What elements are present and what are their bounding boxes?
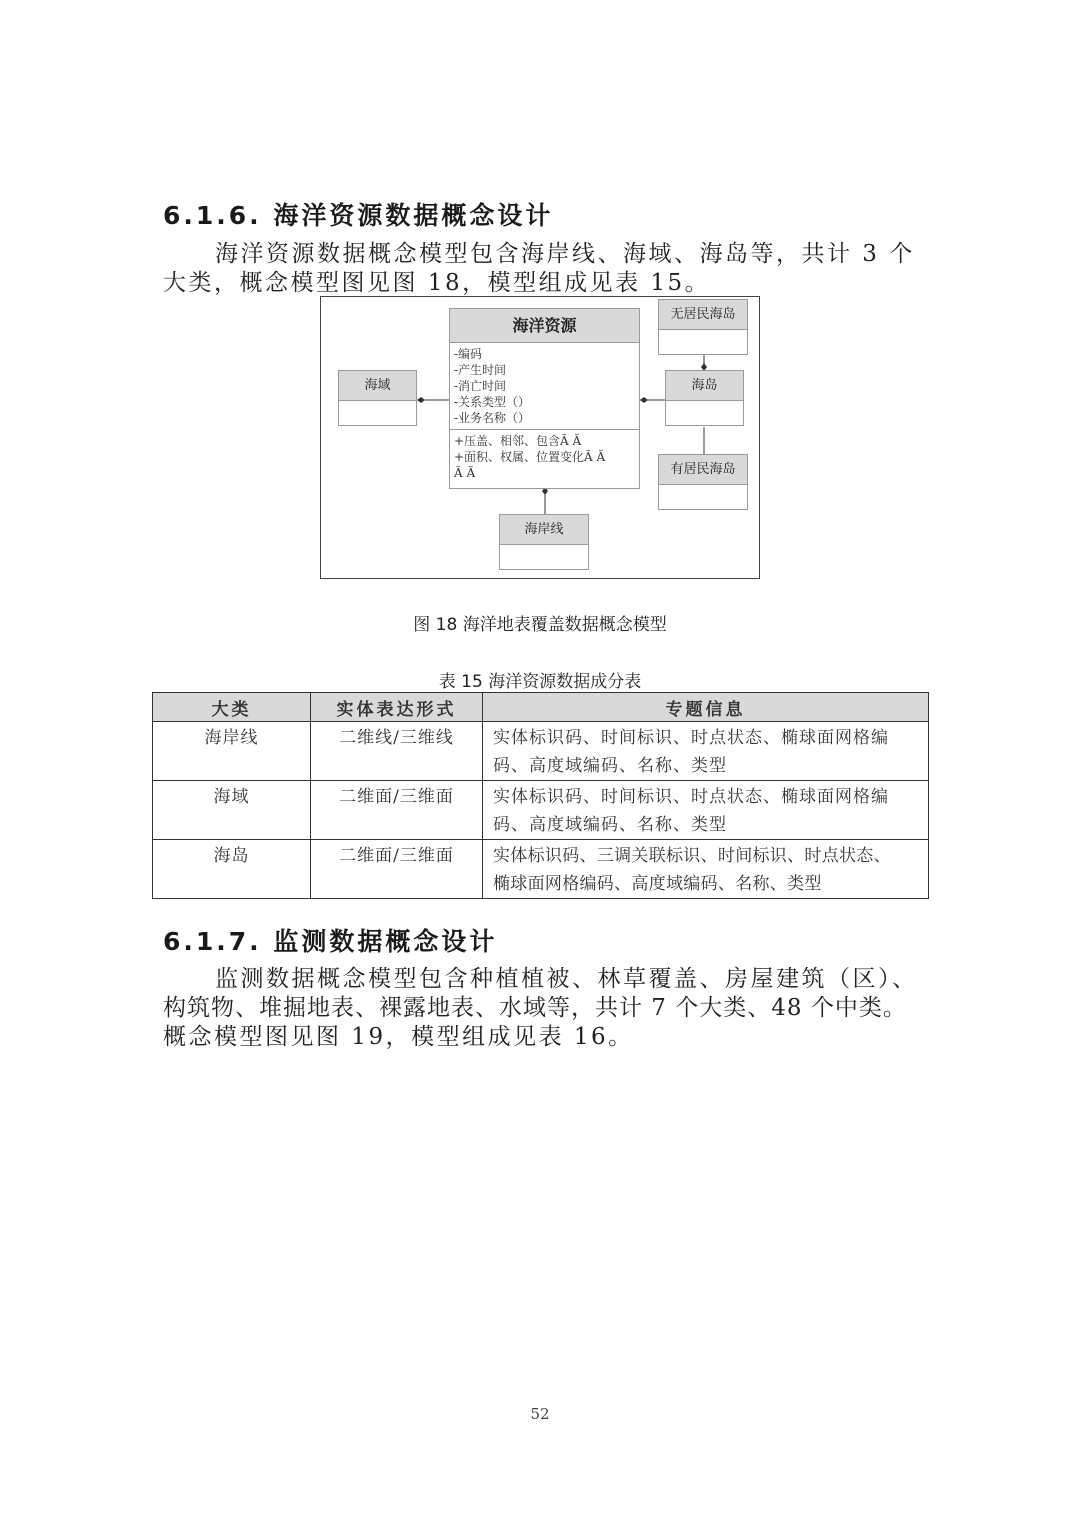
class-title: 海洋资源 [450, 309, 639, 343]
class-youjumin-haidao [658, 454, 748, 510]
uml-diagram [320, 296, 760, 579]
cell-info [483, 722, 929, 781]
info-line: 实体标识码、时间标识、时点状态、椭球面网格编 [493, 728, 889, 748]
class-title: 海域 [339, 371, 416, 401]
column-header: 大类 [153, 693, 311, 722]
cell-info [483, 781, 929, 840]
table-header-row [153, 693, 929, 722]
class-title: 海岛 [666, 371, 743, 401]
page-number: 52 [530, 1405, 550, 1423]
cell-info [483, 840, 929, 899]
cell-category: 海岸线 [153, 722, 311, 781]
operation: +面积、权属、位置变化Ã Ã [454, 450, 606, 464]
class-wujumin-haidao [658, 299, 748, 355]
table-row [153, 722, 929, 781]
operation: Ã Ã [454, 466, 476, 480]
class-title: 海岸线 [500, 515, 588, 545]
attribute: -业务名称（） [454, 411, 531, 425]
paragraph-line: 监测数据概念模型包含种植植被、林草覆盖、房屋建筑（区）、 [215, 966, 918, 992]
diamond-marker [417, 397, 425, 403]
paragraph-line: 大类，概念模型图见图 18，模型组成见表 15。 [163, 270, 711, 296]
info-line: 码、高度域编码、名称、类型 [493, 756, 727, 776]
info-line: 椭球面网格编码、高度域编码、名称、类型 [493, 874, 822, 894]
cell-form: 二维线/三维线 [311, 722, 483, 781]
info-line: 实体标识码、时间标识、时点状态、椭球面网格编 [493, 787, 889, 807]
class-operations [450, 429, 639, 484]
class-haidao [665, 370, 744, 426]
attribute: -消亡时间 [454, 379, 507, 393]
data-table [152, 692, 929, 899]
column-header: 实体表达形式 [311, 693, 483, 722]
diamond-marker [640, 397, 648, 403]
attribute: -产生时间 [454, 363, 507, 377]
class-attributes [450, 343, 639, 429]
info-line: 实体标识码、三调关联标识、时间标识、时点状态、 [493, 846, 891, 866]
section-617-heading: 6.1.7. 监测数据概念设计 [163, 927, 498, 956]
paragraph-line: 概念模型图见图 19，模型组成见表 16。 [163, 1024, 634, 1050]
paragraph-line: 海洋资源数据概念模型包含海岸线、海域、海岛等，共计 3 个 [215, 241, 915, 267]
class-haiyu [338, 370, 417, 426]
class-title: 无居民海岛 [659, 300, 747, 330]
section-617-paragraph [163, 965, 943, 1052]
cell-category: 海岛 [153, 840, 311, 899]
class-haiyang-ziyuan [449, 308, 640, 489]
column-header: 专题信息 [483, 693, 929, 722]
cell-form: 二维面/三维面 [311, 781, 483, 840]
attribute: -编码 [454, 347, 483, 361]
cell-form: 二维面/三维面 [311, 840, 483, 899]
table-caption: 表 15 海洋资源数据成分表 [438, 672, 642, 692]
section-616-heading: 6.1.6. 海洋资源数据概念设计 [163, 201, 554, 230]
cell-category: 海域 [153, 781, 311, 840]
operation: +压盖、相邻、包含Ã Ã [454, 434, 582, 448]
class-title: 有居民海岛 [659, 455, 747, 485]
paragraph-line: 构筑物、堆掘地表、裸露地表、水域等，共计 7 个大类、48 个中类。 [163, 995, 907, 1021]
attribute: -关系类型（） [454, 395, 531, 409]
info-line: 码、高度域编码、名称、类型 [493, 815, 727, 835]
class-haianxian [499, 514, 589, 570]
table-row [153, 781, 929, 840]
table-row [153, 840, 929, 899]
figure-caption: 图 18 海洋地表覆盖数据概念模型 [413, 615, 667, 635]
section-616-paragraph [163, 240, 943, 298]
